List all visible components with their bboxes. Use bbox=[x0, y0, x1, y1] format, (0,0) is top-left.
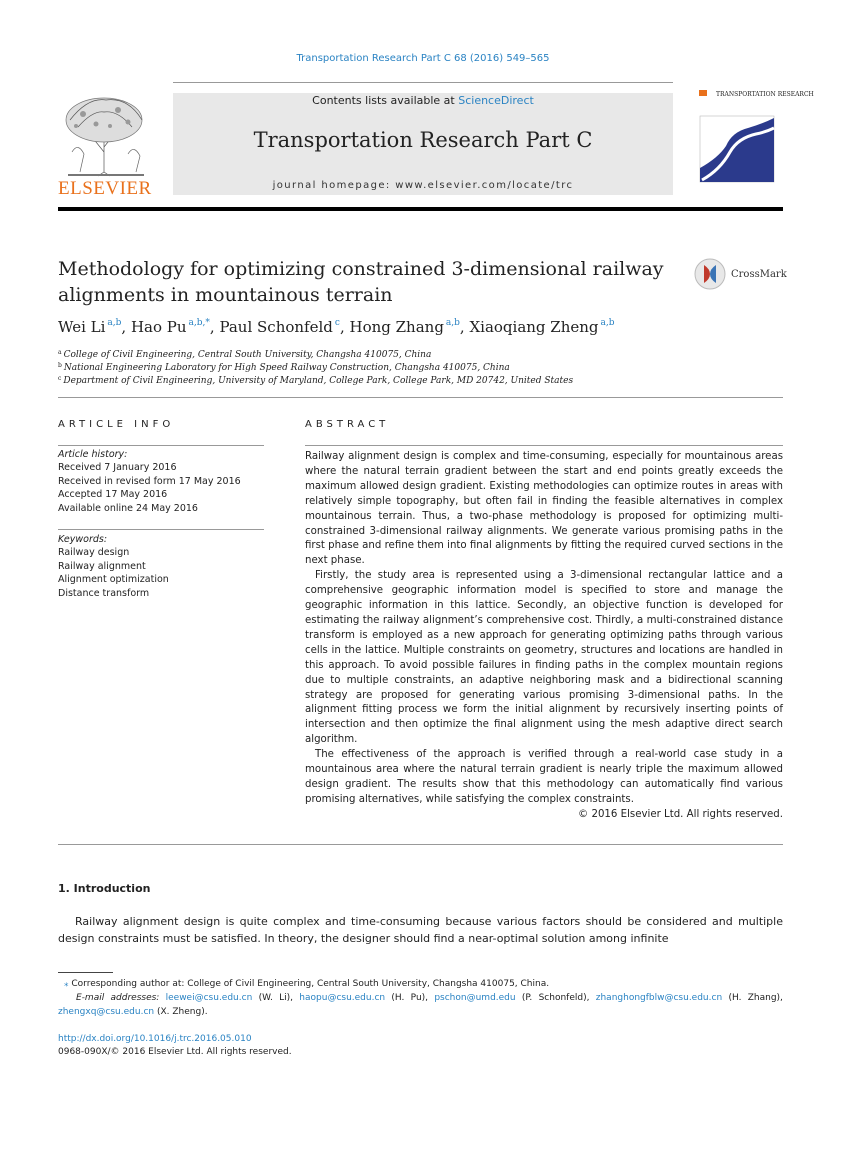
history-item: Available online 24 May 2016 bbox=[58, 502, 198, 514]
contents-availability bbox=[173, 94, 673, 107]
article-history bbox=[58, 448, 268, 515]
affiliation-rule bbox=[58, 397, 783, 398]
contents-prefix: Contents lists available at bbox=[312, 94, 459, 107]
email-owner: (W. Li) bbox=[258, 993, 291, 1003]
email-link[interactable]: zhanghongfblw@csu.edu.cn bbox=[595, 993, 723, 1003]
cover-title: TRANSPORTATION RESEARCH bbox=[716, 91, 814, 98]
author-name[interactable]: Hong Zhang bbox=[349, 318, 444, 336]
email-owner: (X. Zheng). bbox=[156, 1007, 208, 1017]
keyword-item: Distance transform bbox=[58, 587, 150, 599]
keyword-item: Railway alignment bbox=[58, 560, 146, 572]
affiliation-text: College of Civil Engineering, Central South University, Changsha 410075, China bbox=[63, 350, 432, 360]
corresponding-author-note bbox=[58, 977, 783, 991]
history-item: Received 7 January 2016 bbox=[58, 462, 177, 474]
email-link[interactable]: zhengxq@csu.edu.cn bbox=[58, 1007, 155, 1017]
article-info-rule bbox=[58, 445, 264, 446]
keywords-label: Keywords: bbox=[58, 534, 108, 545]
author-affiliation-marker[interactable]: a,b,* bbox=[188, 318, 210, 328]
footnote-rule bbox=[58, 972, 113, 973]
email-label: E-mail addresses: bbox=[76, 993, 160, 1003]
abstract-paragraph: Railway alignment design is complex and time-consuming, especially for mountainous areas where the natural terrain gradient between the start and end points greatly exceeds the maximum allowed design gradient. Existing methodologies can optimize routes in areas with relatively simple topography, but often fail in finding the feasible alternatives in complex mountainous terrain. Thus, a two-phase methodology is proposed for optimizing multi-constrained 3-dimensional railway alignments. We generate various promising paths in the first phase and refine them into final alignments by fitting the required curved sections in the next phase. bbox=[305, 451, 783, 567]
email-addresses: E-mail addresses: leewei@csu.edu.cn (W. Li), haopu@csu.edu.cn (H. Pu), pschon@umd.edu (P. Schonfeld), zhanghongfblw@csu.edu.cn (H. Zhang), zhengxq@csu.edu.cn (X. Zheng). bbox=[58, 993, 783, 1017]
author-name[interactable]: Wei Li bbox=[58, 318, 106, 336]
author-name[interactable]: Hao Pu bbox=[130, 318, 187, 336]
body-rule bbox=[58, 844, 783, 845]
abstract-copyright: © 2016 Elsevier Ltd. All rights reserved. bbox=[578, 808, 783, 820]
history-item: Received in revised form 17 May 2016 bbox=[58, 475, 241, 487]
email-link[interactable]: pschon@umd.edu bbox=[434, 993, 516, 1003]
sciencedirect-link[interactable]: ScienceDirect bbox=[458, 94, 534, 107]
keywords bbox=[58, 533, 268, 600]
issn-copyright: 0968-090X/© 2016 Elsevier Ltd. All rights reserved. bbox=[58, 1047, 292, 1057]
article-info-heading: ARTICLE INFO bbox=[58, 419, 175, 430]
email-owner: (H. Pu) bbox=[391, 993, 426, 1003]
affiliation bbox=[58, 362, 510, 373]
journal-reference-link[interactable]: Transportation Research Part C 68 (2016) 549–565 bbox=[296, 53, 550, 64]
email-link[interactable]: haopu@csu.edu.cn bbox=[299, 993, 386, 1003]
masthead-rule bbox=[58, 207, 783, 211]
keyword-item: Railway design bbox=[58, 547, 130, 559]
affiliation-mark: c bbox=[58, 375, 62, 382]
elsevier-wordmark: ELSEVIER bbox=[58, 178, 152, 199]
journal-homepage[interactable]: journal homepage: www.elsevier.com/locate/trc bbox=[272, 180, 574, 191]
header-rule bbox=[173, 82, 673, 83]
email-owner: (P. Schonfeld) bbox=[521, 993, 587, 1003]
journal-title: Transportation Research Part C bbox=[253, 128, 593, 152]
crossmark-label[interactable]: CrossMark bbox=[731, 269, 787, 280]
history-label: Article history: bbox=[58, 449, 128, 460]
abstract-rule bbox=[305, 445, 783, 446]
abstract-body bbox=[305, 450, 783, 823]
abstract-paragraph: The effectiveness of the approach is verified through a real-world case study in a mountainous area where the natural terrain gradient is nearly triple the maximum allowed design gradient. The results show that this methodology can automatically find various promising alternatives, while satisfying the complex constraints. bbox=[305, 749, 783, 805]
author-list: Wei Li $^{a,b}$, Hao Pu $^{a,b,*}$, Paul Schonfeld $^c$, Hong Zhang $^{a,b}$, Xiaoqiang Zheng $^{a,b}$ bbox=[58, 318, 615, 336]
author-name[interactable]: Xiaoqiang Zheng bbox=[469, 318, 599, 336]
affiliation-text: National Engineering Laboratory for High Speed Railway Construction, Changsha 410075, China bbox=[63, 363, 510, 373]
author-affiliation-marker[interactable]: a,b bbox=[600, 318, 615, 328]
email-owner: (H. Zhang) bbox=[728, 993, 781, 1003]
affiliation bbox=[58, 349, 431, 360]
affiliation-text: Department of Civil Engineering, University of Maryland, College Park, College Park, MD 20742, United States bbox=[63, 376, 574, 386]
history-item: Accepted 17 May 2016 bbox=[58, 489, 168, 501]
author-affiliation-marker[interactable]: c bbox=[334, 318, 340, 328]
doi-link[interactable]: http://dx.doi.org/10.1016/j.trc.2016.05.010 bbox=[58, 1034, 252, 1044]
affiliation bbox=[58, 375, 573, 386]
journal-cover-icon bbox=[696, 88, 814, 186]
introduction-paragraph: Railway alignment design is quite complex and time-consuming because various factors should be considered and multiple design constraints must be satisfied. In theory, the designer should find a near-optimal solution among infinite bbox=[58, 915, 783, 945]
corresponding-marker: ⁎ bbox=[64, 979, 69, 989]
corresponding-text: Corresponding author at: College of Civil Engineering, Central South University, Changsha 410075, China. bbox=[71, 979, 550, 989]
affiliation-mark: a bbox=[58, 349, 62, 356]
affiliation-mark: b bbox=[58, 362, 62, 369]
article-title: Methodology for optimizing constrained 3-dimensional railway alignments in mountainous terrain bbox=[58, 258, 664, 306]
email-link[interactable]: leewei@csu.edu.cn bbox=[165, 993, 253, 1003]
keywords-rule bbox=[58, 529, 264, 530]
footnote bbox=[58, 977, 783, 1019]
author-affiliation-marker[interactable]: a,b bbox=[107, 318, 122, 328]
abstract-paragraph: Firstly, the study area is represented using a 3-dimensional rectangular lattice and a comprehensive geographic information model is specified to store and manage the geographic information in this lattice. Secondly, an objective function is developed for estimating the railway alignment’s comprehensive cost. Thirdly, a multi-constrained distance transform is employed as a new approach for generating optimizing paths through various cells in the lattice. Multiple constraints on geometry, structures and locations are handled in this approach. To avoid possible failures in finding paths in the complex mountain regions due to multiple constraints, an adaptive neighboring mask and a bidirectional scanning strategy are proposed for generating various promising 3-dimensional paths. In the alignment fitting process we form the initial alignment by recursively inserting points of intersection and then optimize the final alignment using the mesh adaptive direct search algorithm. bbox=[305, 570, 783, 746]
introduction-heading: 1. Introduction bbox=[58, 882, 151, 895]
author-name[interactable]: Paul Schonfeld bbox=[219, 318, 333, 336]
keyword-item: Alignment optimization bbox=[58, 574, 169, 586]
author-affiliation-marker[interactable]: a,b bbox=[445, 318, 460, 328]
abstract-heading: ABSTRACT bbox=[305, 419, 390, 430]
